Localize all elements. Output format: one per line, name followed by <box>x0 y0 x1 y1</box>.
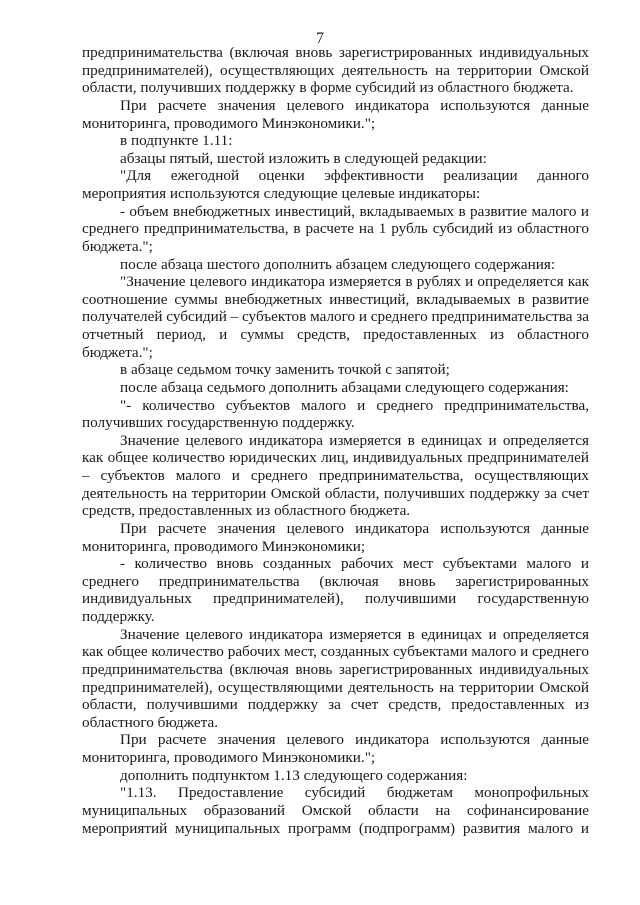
document-body <box>82 44 589 837</box>
paragraph-15: Значение целевого индикатора измеряется в единицах и определяется как общее количество рабочих мест, созданных субъектами малого и среднего предпринимательства (включая вновь зарегистрированных индивидуальных предпринимателей), осуществляющими деятельность на территории Омской области, получившими поддержку за счет средств, предоставленных из областного бюджета. <box>82 625 589 731</box>
paragraph-12: Значение целевого индикатора измеряется в единицах и определяется как общее количество юридических лиц, индивидуальных предпринимателей – субъектов малого и среднего предпринимательства, осуществляющих деятельность на территории Омской области, получивших поддержку за счет средств, предоставленных из областного бюджета. <box>82 431 589 520</box>
paragraph-6: - объем внебюджетных инвестиций, вкладываемых в развитие малого и среднего предпринимательства, в расчете на 1 рубль субсидий из областного бюджета."; <box>82 202 589 255</box>
paragraph-11: "- количество субъектов малого и среднего предпринимательства, получивших государственную поддержку. <box>82 396 589 432</box>
paragraph-18: "1.13. Предоставление субсидий бюджетам монопрофильных муниципальных образований Омской области на софинансирование мероприятий муниципальных программ (подпрограмм) развития малого и <box>82 784 589 837</box>
paragraph-17: дополнить подпунктом 1.13 следующего содержания: <box>120 766 468 784</box>
paragraph-5: "Для ежегодной оценки эффективности реализации данного мероприятия используются следующие целевые индикаторы: <box>82 167 589 202</box>
paragraph-10: после абзаца седьмого дополнить абзацами следующего содержания: <box>120 378 569 396</box>
paragraph-4: абзацы пятый, шестой изложить в следующей редакции: <box>120 149 487 167</box>
paragraph-14: - количество вновь созданных рабочих мест субъектами малого и среднего предпринимательства (включая вновь зарегистрированных индивидуальных предпринимателей), получившими государственную поддержку. <box>82 555 589 625</box>
paragraph-3: в подпункте 1.11: <box>120 132 233 150</box>
page-number: 7 <box>316 30 324 47</box>
paragraph-9: в абзаце седьмом точку заменить точкой с запятой; <box>120 361 450 379</box>
paragraph-16: При расчете значения целевого индикатора используются данные мониторинга, проводимого Минэкономики."; <box>82 731 589 766</box>
paragraph-8: "Значение целевого индикатора измеряется в рублях и определяется как соотношение суммы внебюджетных инвестиций, вкладываемых в развитие получателей субсидий – субъектов малого и среднего предпринимательства за отчетный период, и суммы средств, предоставленных из областного бюджета."; <box>82 273 589 361</box>
paragraph-13: При расчете значения целевого индикатора используются данные мониторинга, проводимого Минэкономики; <box>82 519 589 555</box>
paragraph-2: При расчете значения целевого индикатора используются данные мониторинга, проводимого Минэкономики."; <box>82 96 589 132</box>
paragraph-7: после абзаца шестого дополнить абзацем следующего содержания: <box>120 255 556 273</box>
paragraph-1: предпринимательства (включая вновь зарегистрированных индивидуальных предпринимателей), осуществляющих деятельность на территории Омской области, получивших поддержку в форме субсидий из областного бюджета. <box>82 44 589 97</box>
